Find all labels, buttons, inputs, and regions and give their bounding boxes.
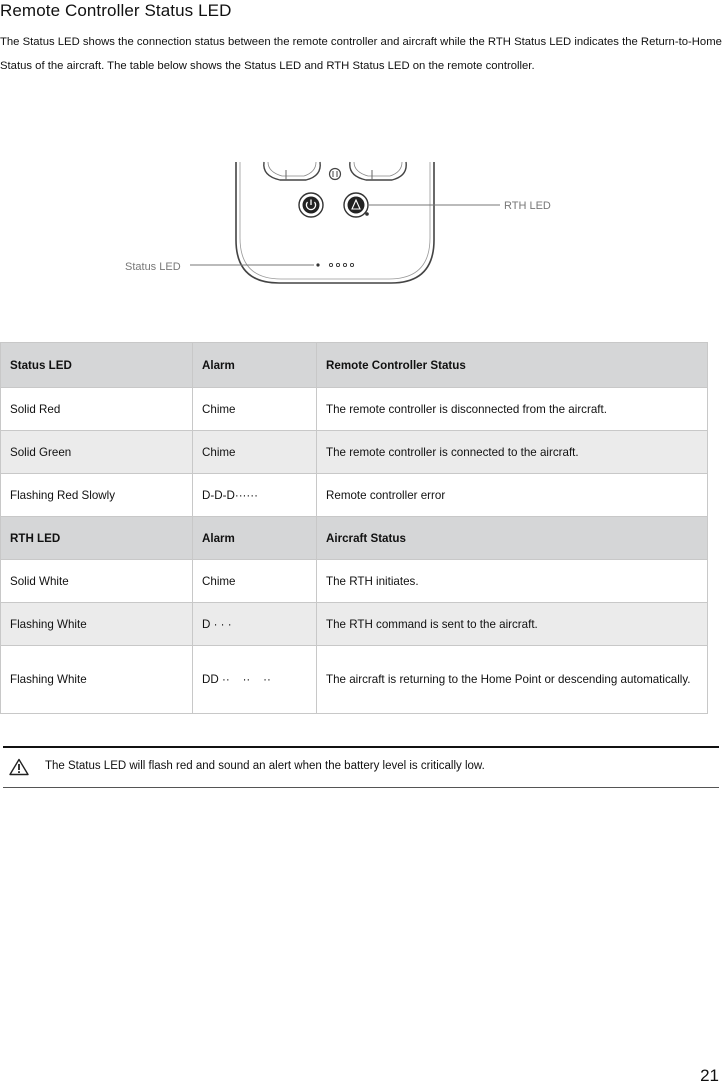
remote-controller-figure: [0, 150, 723, 310]
warning-triangle-icon: [9, 758, 29, 781]
status-led-label: Status LED: [125, 261, 181, 273]
header-cell: Status LED: [1, 343, 193, 388]
header-cell: RTH LED: [1, 517, 193, 560]
led-cell: Flashing White: [1, 603, 193, 646]
section-title: Remote Controller Status LED: [0, 1, 232, 20]
status-cell: The remote controller is connected to the aircraft.: [317, 431, 708, 474]
led-cell: Solid Red: [1, 388, 193, 431]
warning-note: [3, 746, 719, 788]
status-cell: The aircraft is returning to the Home Point or descending automatically.: [317, 646, 708, 714]
alarm-cell: DD ·· ·· ··: [193, 646, 317, 714]
status-cell: The remote controller is disconnected from the aircraft.: [317, 388, 708, 431]
alarm-cell: Chime: [193, 560, 317, 603]
table-row: [1, 603, 708, 646]
center-button-icon: [330, 169, 341, 180]
status-cell: The RTH command is sent to the aircraft.: [317, 603, 708, 646]
led-cell: Flashing White: [1, 646, 193, 714]
alarm-cell: Chime: [193, 388, 317, 431]
rth-led-header-row: [1, 517, 708, 560]
warning-text: The Status LED will flash red and sound an alert when the battery level is critically low.: [45, 760, 485, 772]
page-number: 21: [700, 1066, 719, 1085]
table-row: [1, 474, 708, 517]
header-cell: Alarm: [193, 517, 317, 560]
status-cell: Remote controller error: [317, 474, 708, 517]
led-cell: Solid Green: [1, 431, 193, 474]
header-cell: Remote Controller Status: [317, 343, 708, 388]
table-row: [1, 388, 708, 431]
status-cell: The RTH initiates.: [317, 560, 708, 603]
status-led-icon: [316, 263, 319, 266]
led-cell: Flashing Red Slowly: [1, 474, 193, 517]
led-cell: Solid White: [1, 560, 193, 603]
status-led-header-row: [1, 343, 708, 388]
table-row: [1, 560, 708, 603]
intro-paragraph: The Status LED shows the connection status between the remote controller and aircraft while the RTH Status LED indicates the Return-to-Home Status of the aircraft. The table below shows the Status LED and RTH Status LED on the remote controller.: [0, 36, 722, 72]
table-row: [1, 646, 708, 714]
led-status-table: [0, 342, 708, 714]
table-row: [1, 431, 708, 474]
alarm-cell: Chime: [193, 431, 317, 474]
rth-led-label: RTH LED: [504, 200, 551, 212]
alarm-cell: D · · ·: [193, 603, 317, 646]
alarm-cell: D-D-D······: [193, 474, 317, 517]
header-cell: Alarm: [193, 343, 317, 388]
header-cell: Aircraft Status: [317, 517, 708, 560]
